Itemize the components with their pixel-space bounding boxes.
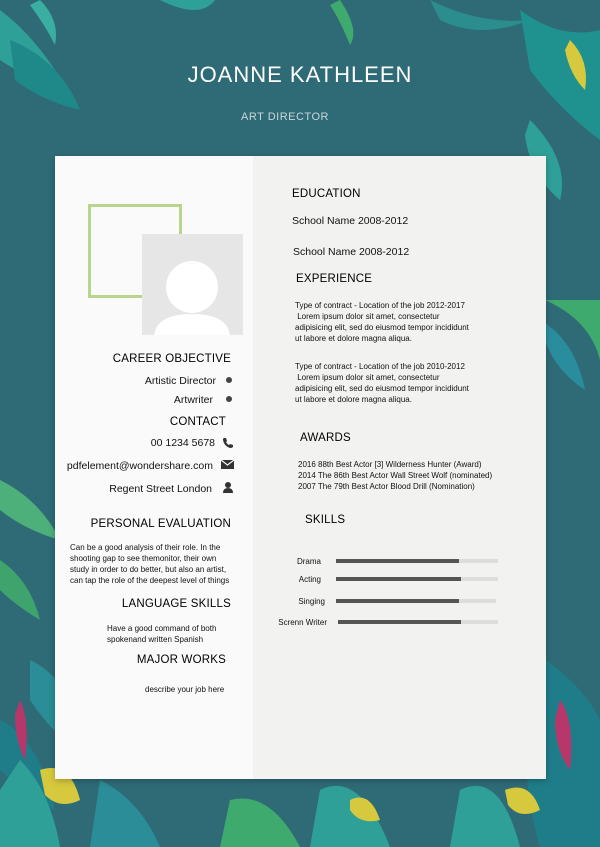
skill-bar-track [336, 599, 496, 603]
text-line: adipisicing elit, sed do eiusmod tempor incididunt [295, 323, 469, 332]
major-works-heading: MAJOR WORKS [136, 654, 226, 666]
language-skills-heading: LANGUAGE SKILLS [121, 598, 231, 610]
resume-name: JOANNE KATHLEEN [187, 62, 413, 87]
awards-heading: AWARDS [300, 432, 351, 444]
text-line: Can be a good analysis of their role. In the [70, 543, 221, 552]
contact-email[interactable]: pdfelement@wondershare.com [66, 460, 213, 472]
text-line: adipisicing elit, sed do eiusmod tempor incididunt [295, 384, 469, 393]
bullet-icon [226, 377, 232, 383]
text-line: ut labore et dolore magna aliqua. [295, 334, 412, 343]
career-objective-item: Artwriter [173, 394, 213, 406]
contact-address: Regent Street London [109, 483, 212, 495]
language-skills-text [107, 623, 247, 645]
text-line: Lorem ipsum dolor sit amet, consectetur [295, 312, 440, 321]
major-works-text: describe your job here [145, 685, 225, 694]
experience-heading: EXPERIENCE [296, 273, 373, 285]
skill-bar-track [336, 559, 498, 563]
contact-phone: 00 1234 5678 [150, 437, 215, 449]
skill-bar-fill [338, 620, 461, 624]
text-line: Lorem ipsum dolor sit amet, consectetur [295, 373, 440, 382]
text-line: Type of contract - Location of the job 2010-2012 [295, 362, 465, 371]
skill-label: Drama [296, 557, 321, 566]
skill-bar-track [336, 577, 498, 581]
skill-label: Screnn Writer [278, 618, 327, 627]
text-line: shooting gap to see themonitor, their own [70, 554, 217, 563]
skills-heading: SKILLS [305, 514, 346, 526]
skill-bar-fill [336, 577, 461, 581]
career-objective-item: Artistic Director [144, 375, 216, 387]
phone-icon [222, 437, 234, 449]
education-item: School Name 2008-2012 [293, 246, 410, 258]
resume-role: ART DIRECTOR [241, 111, 329, 123]
personal-evaluation-heading: PERSONAL EVALUATION [90, 518, 231, 530]
skill-bar-fill [336, 599, 459, 603]
text-line: spokenand written Spanish [107, 635, 204, 644]
text-line: Have a good command of both [107, 624, 217, 633]
award-item: 2016 88th Best Actor [3] Wilderness Hunter (Award) [298, 460, 482, 469]
career-objective-heading: CAREER OBJECTIVE [112, 353, 231, 365]
education-heading: EDUCATION [292, 188, 361, 200]
awards-list [298, 459, 528, 492]
skill-label: Singing [298, 597, 325, 606]
experience-entry [295, 361, 515, 405]
contact-heading: CONTACT [169, 416, 226, 428]
envelope-icon [221, 460, 234, 470]
bullet-icon [226, 396, 232, 402]
personal-evaluation-text [70, 542, 250, 586]
skill-bar-track [338, 620, 498, 624]
text-line: study in order to do better, but also an artist, [70, 565, 227, 574]
award-item: 2007 The 79th Best Actor Blood Drill (Nomination) [298, 482, 475, 491]
user-avatar-icon [142, 234, 243, 335]
skill-label: Acting [298, 575, 321, 584]
text-line: ut labore et dolore magna aliqua. [295, 395, 412, 404]
text-line: Type of contract - Location of the job 2012-2017 [295, 301, 465, 310]
experience-entry [295, 300, 515, 344]
location-person-icon [222, 481, 234, 493]
education-item: School Name 2008-2012 [292, 215, 409, 227]
award-item: 2014 The 86th Best Actor Wall Street Wolf (nominated) [298, 471, 493, 480]
skill-bar-fill [336, 559, 459, 563]
text-line: can tap the role of the deepest level of things [70, 576, 230, 585]
profile-photo-placeholder [142, 234, 243, 335]
